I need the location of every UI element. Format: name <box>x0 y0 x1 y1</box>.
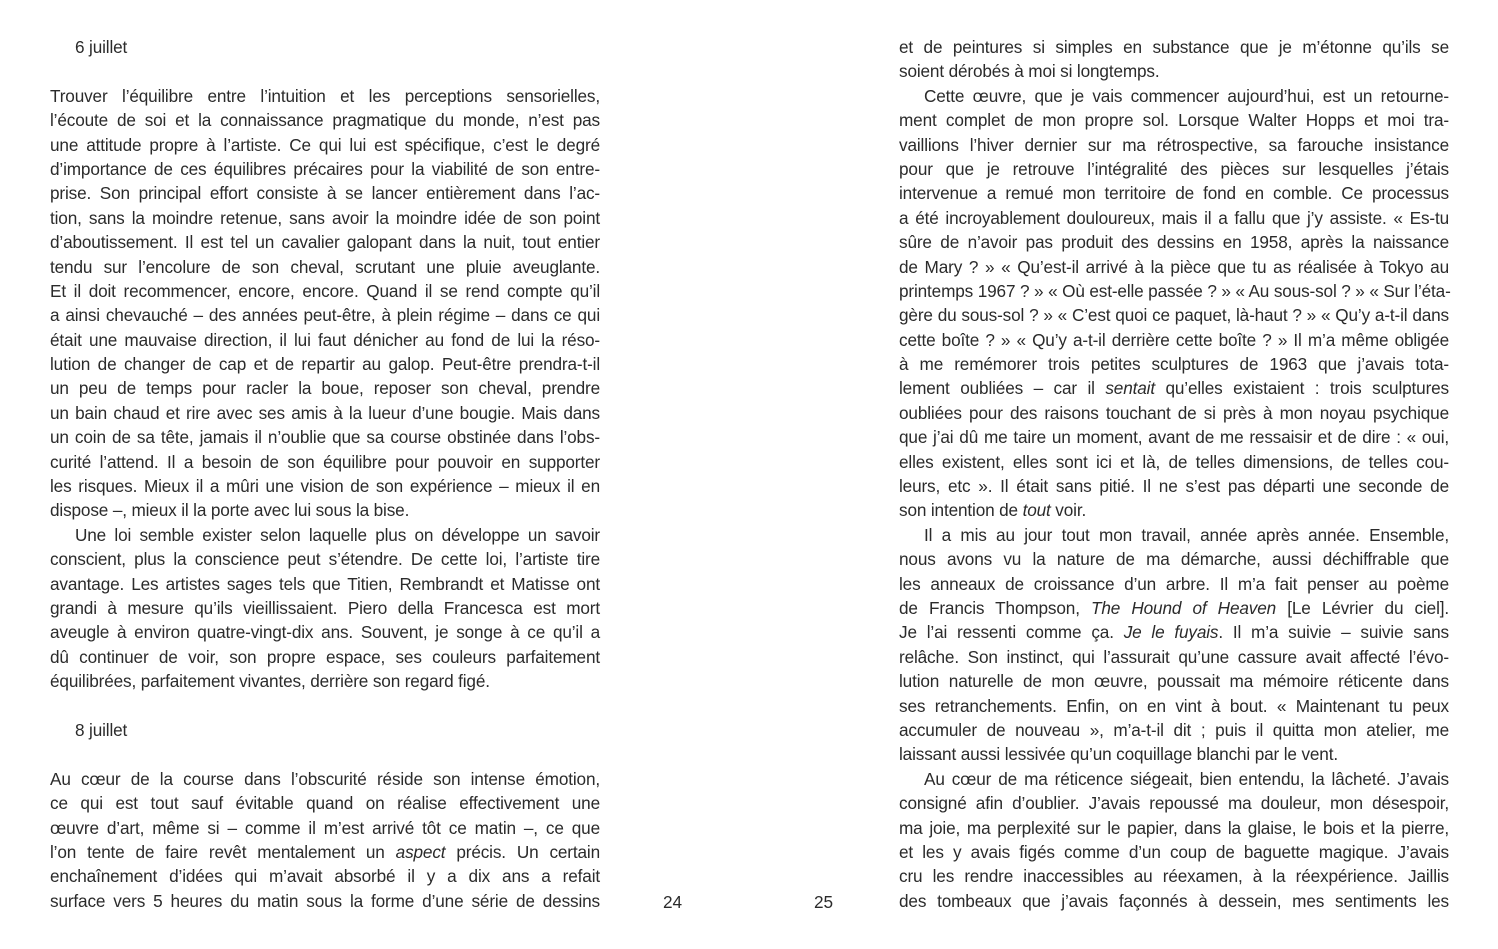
text-line: relâche. Son instinct, qui l’assurait qu’une cassure avait affecté l’évo- <box>899 646 1449 667</box>
text-line: avantage. Les artistes sages tels que Titien, Rembrandt et Matisse ont <box>50 573 600 594</box>
text-line: dispose –, mieux il la porte avec lui sous la bise. <box>50 500 410 521</box>
spacer <box>50 742 600 766</box>
italic-text: tout <box>1022 500 1051 521</box>
text-segment: qu’elles existaient : trois sculptures <box>1154 378 1449 399</box>
text-line: à me remémorer trois petites sculptures de 1963 que j’avais tota- <box>899 354 1449 375</box>
text-line: les risques. Mieux il a mûri une vision de son expérience – mieux il en <box>50 476 600 497</box>
text-line: œuvre d’art, même si – comme il m’est arrivé tôt ce matin –, ce que <box>50 817 600 838</box>
text-line: ma joie, ma perplexité sur le papier, dans la glaise, le bois et la pierre, <box>899 817 1449 838</box>
text-line: équilibrées, parfaitement vivantes, derrière son regard figé. <box>50 671 490 692</box>
text-line: Et il doit recommencer, encore, encore. Quand il se rend compte qu’il <box>50 280 600 301</box>
text-segment: de Francis Thompson, <box>899 597 1092 618</box>
left-page-text <box>50 35 600 913</box>
spacer <box>50 694 600 718</box>
text-line: d’importance de ces équilibres précaires pour la viabilité de son entre- <box>50 158 600 179</box>
text-line: oubliées pour des raisons touchant de si près à mon noyau psychique <box>899 402 1449 423</box>
text-line: Trouver l’équilibre entre l’intuition et les perceptions sensorielles, <box>50 85 600 106</box>
italic-text: aspect <box>395 841 446 862</box>
text-line: surface vers 5 heures du matin sous la forme d’une série de dessins <box>50 890 600 911</box>
text-line: un coin de sa tête, jamais il n’oublie que sa course obstinée dans l’obs- <box>50 427 600 448</box>
text-line: accumuler de nouveau », m’a-t-il dit ; puis il quitta mon atelier, me <box>899 719 1449 740</box>
entry-date: 8 juillet <box>75 719 128 740</box>
text-line: intervenue a remué mon territoire de fond en comble. Ce processus <box>899 183 1449 204</box>
text-line: l’écoute de soi et la connaissance pragmatique du monde, n’est pas <box>50 110 600 131</box>
text-line: Cette œuvre, que je vais commencer aujourd’hui, est un retourne- <box>924 85 1449 106</box>
text-line: leurs, etc ». Il était sans pitié. Il ne s’est pas départi une seconde de <box>899 476 1449 497</box>
text-line: conscient, plus la conscience peut s’étendre. De cette loi, l’artiste tire <box>50 549 600 570</box>
text-line: aveugle à environ quatre-vingt-dix ans. Souvent, je songe à ce qu’il a <box>50 622 600 643</box>
text-segment: Je l’ai ressenti comme ça. <box>899 622 1124 643</box>
text-line: était une mauvaise direction, il lui faut dénicher au fond de lui la réso- <box>50 329 600 350</box>
text-line: un peu de temps pour racler la boue, reposer son cheval, prendre <box>50 378 600 399</box>
text-line: soient dérobés à moi si longtemps. <box>899 61 1160 82</box>
text-line: printemps 1967 ? » « Où est-elle passée ? » « Au sous-sol ? » « Sur l’éta- <box>899 280 1451 301</box>
text-segment: lement oubliées – car il <box>899 378 1106 399</box>
paragraph <box>899 767 1449 913</box>
text-line: prise. Son principal effort consiste à se lancer entièrement dans l’ac- <box>50 183 600 204</box>
text-line: consigné afin d’oublier. J’avais repoussé ma douleur, mon désespoir, <box>899 793 1449 814</box>
text-line <box>899 596 1449 620</box>
page-number-left: 24 <box>663 892 683 912</box>
text-line: que j’ai dû me taire un moment, avant de me ressaisir et de dire : « oui, <box>899 427 1449 448</box>
text-segment: . Il m’a suivie – suivie sans <box>1218 622 1449 643</box>
text-line: enchaînement d’idées qui m’avait absorbé il y a dix ans a refait <box>50 866 600 887</box>
text-line <box>50 840 600 864</box>
text-line: dû continuer de voir, son propre espace, ses couleurs parfaitement <box>50 646 600 667</box>
text-line: une attitude propre à l’artiste. Ce qui lui est spécifique, c’est le degré <box>50 134 600 155</box>
text-line: elles existent, elles sont ici et là, de telles dimensions, de telles cou- <box>899 451 1449 472</box>
text-line: a ainsi chevauché – des années peut-être, à plein régime – dans ce qui <box>50 305 600 326</box>
text-line: lution naturelle de mon œuvre, poussait ma mémoire réticente dans <box>899 671 1449 692</box>
text-segment: son intention de <box>899 500 1023 521</box>
entry-date: 6 juillet <box>75 37 128 57</box>
text-line: et les y avais figés comme d’un coup de baguette magique. J’avais <box>899 841 1449 862</box>
italic-text: Je le fuyais <box>1123 622 1219 643</box>
spacer <box>50 59 600 83</box>
text-line: de Mary ? » « Qu’est-il arrivé à la pièce que tu as réalisée à Tokyo au <box>899 256 1449 277</box>
paragraph <box>50 767 600 913</box>
text-line: des tombeaux que j’avais façonnés à dessein, mes sentiments les <box>899 890 1449 911</box>
text-line: d’aboutissement. Il est tel un cavalier galopant dans la nuit, tout entier <box>50 232 600 253</box>
paragraph <box>50 523 600 694</box>
text-line: a été incroyablement douloureux, mais il a fallu que j’y assiste. « Es-tu <box>899 207 1449 228</box>
text-line: cette boîte ? » « Qu’y a-t-il derrière cette boîte ? » Il m’a même obligée <box>899 329 1449 350</box>
text-line: vaillions l’hiver dernier sur ma rétrospective, sa farouche insistance <box>899 134 1449 155</box>
text-line: cru les rendre inaccessibles au réexamen, à la réexpérience. Jaillis <box>899 866 1449 887</box>
text-line: Au cœur de la course dans l’obscurité réside son intense émotion, <box>50 768 600 789</box>
text-line: laissant aussi lessivée qu’un coquillage blanchi par le vent. <box>899 744 1338 765</box>
text-segment: voir. <box>1050 500 1087 521</box>
text-line: ses retranchements. Enfin, on en vint à bout. « Maintenant tu peux <box>899 695 1449 716</box>
paragraph <box>50 84 600 523</box>
text-line: un bain chaud et rire avec ses amis à la lueur d’une bougie. Mais dans <box>50 402 600 423</box>
paragraph <box>899 35 1449 84</box>
text-line: tion, sans la moindre retenue, sans avoir la moindre idée de son point <box>50 207 600 228</box>
text-line: les anneaux de croissance d’un arbre. Il m’a fait penser au poème <box>899 573 1449 594</box>
text-segment: précis. Un certain <box>445 841 600 862</box>
text-line: pour que je retrouve l’intégralité des pièces sur lesquelles j’étais <box>899 158 1449 179</box>
text-line <box>899 620 1449 644</box>
text-line: Au cœur de ma réticence siégeait, bien entendu, la lâcheté. J’avais <box>924 768 1449 789</box>
text-line: Il a mis au jour tout mon travail, année après année. Ensemble, <box>924 524 1449 545</box>
text-line: Une loi semble exister selon laquelle plus on développe un savoir <box>75 524 600 545</box>
text-line: gère du sous-sol ? » « C’est quoi ce paquet, là-haut ? » « Qu’y a-t-il dans <box>899 305 1449 326</box>
right-page-text <box>899 35 1449 913</box>
italic-text: The Hound of Heaven <box>1091 597 1277 618</box>
text-line <box>899 376 1449 400</box>
italic-text: sentait <box>1105 378 1155 399</box>
text-line: curité l’attend. Il a besoin de son équilibre pour pouvoir en supporter <box>50 451 600 472</box>
text-line: grandi à mesure qu’ils vieillissaient. Piero della Francesca est mort <box>50 597 600 618</box>
text-line: ment complet de mon propre sol. Lorsque Walter Hopps et moi tra- <box>899 110 1449 131</box>
text-line: ce qui est tout sauf évitable quand on réalise effectivement une <box>50 793 600 814</box>
text-line: lution de changer de cap et de repartir au galop. Peut-être prendra-t-il <box>50 354 600 375</box>
paragraph <box>899 523 1449 767</box>
page-number-right: 25 <box>814 892 834 912</box>
paragraph <box>899 84 1449 523</box>
text-line <box>899 498 1449 522</box>
text-segment: l’on tente de faire revêt mentalement un <box>50 841 396 862</box>
text-segment: [Le Lévrier du ciel]. <box>1276 597 1449 618</box>
text-line: sûre de n’avoir pas produit des dessins en 1958, après la naissance <box>899 232 1449 253</box>
text-line: nous avons vu la nature de ma démarche, aussi déchiffrable que <box>899 549 1449 570</box>
text-line: tendu sur l’encolure de son cheval, scrutant une pluie aveuglante. <box>50 256 600 277</box>
text-line: et de peintures si simples en substance que je m’étonne qu’ils se <box>899 37 1449 57</box>
